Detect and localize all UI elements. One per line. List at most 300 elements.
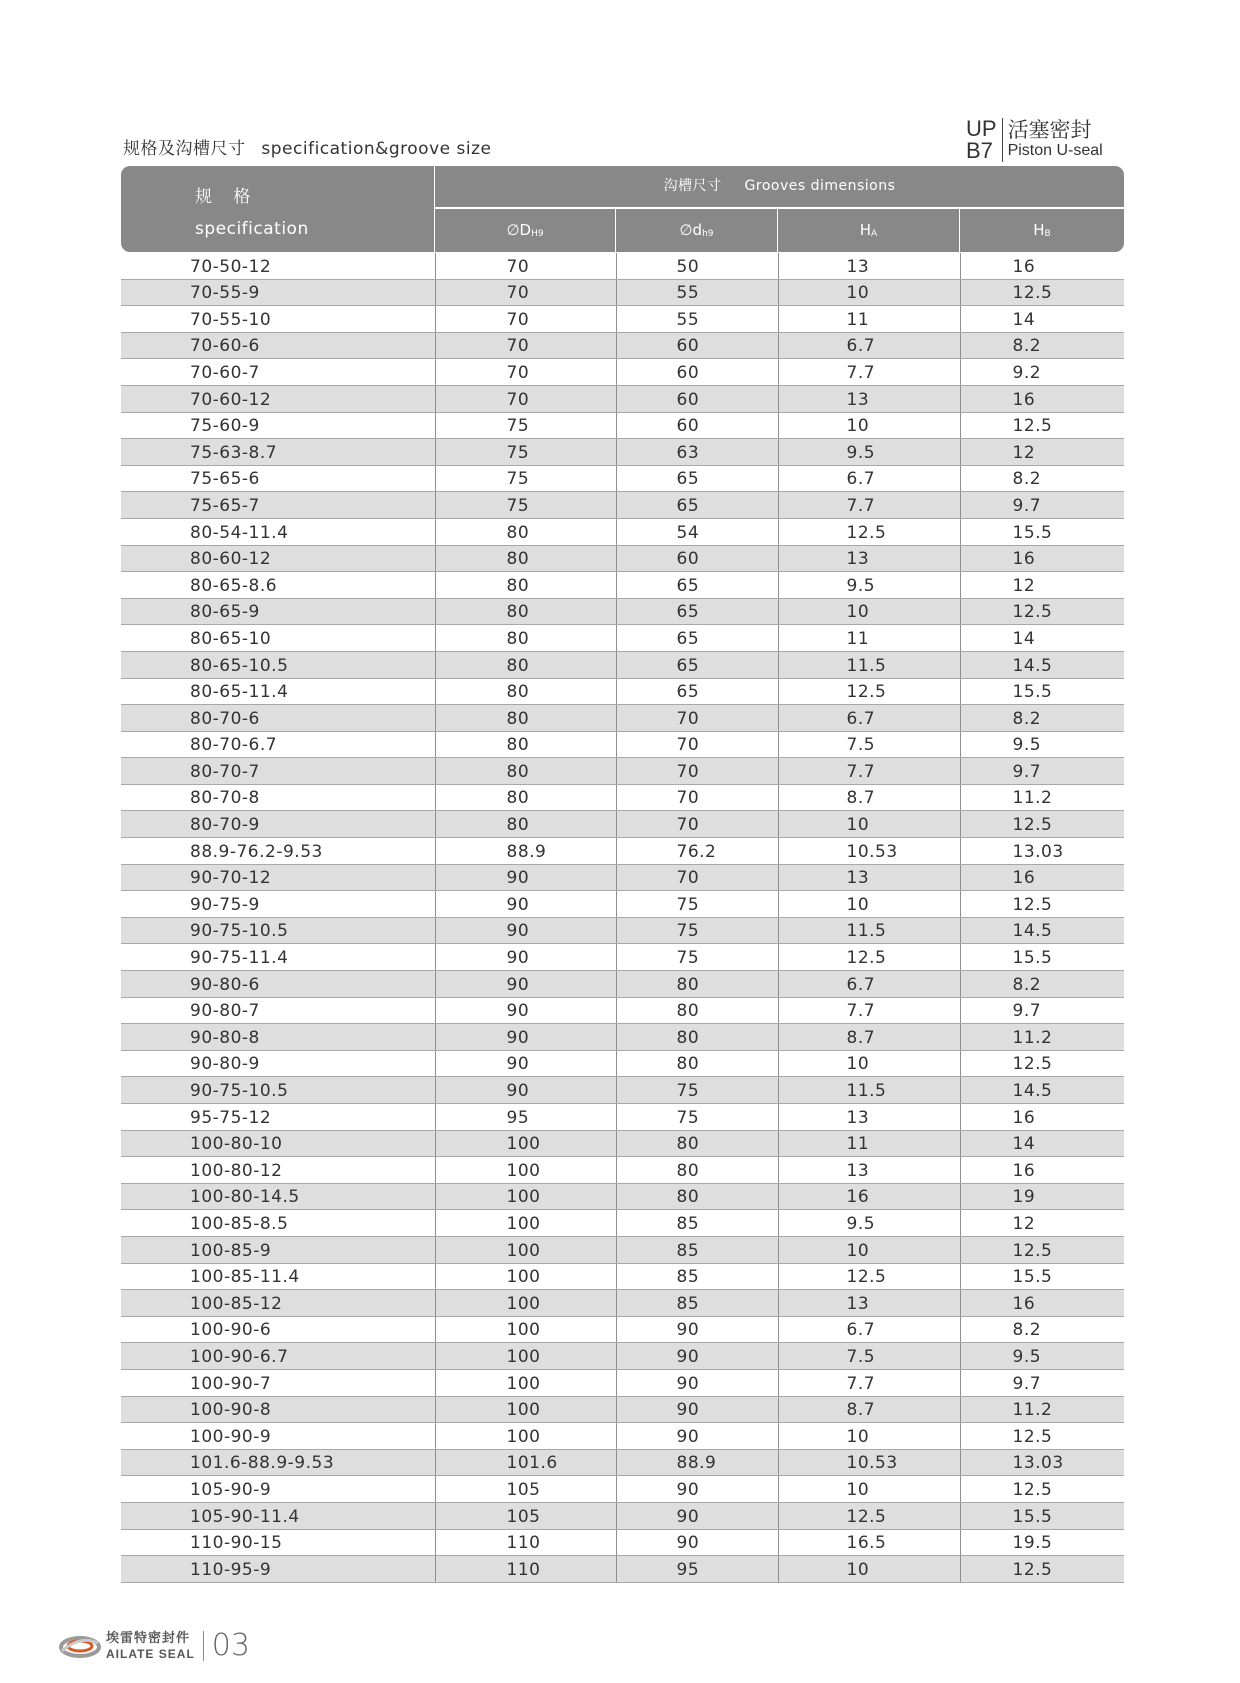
cell-d: 65 — [616, 678, 778, 705]
cell-spec: 100-85-12 — [121, 1290, 435, 1317]
cell-D: 75 — [435, 412, 616, 439]
table-row — [121, 864, 1124, 891]
cell-HA: 6.7 — [778, 465, 960, 492]
table-row — [121, 1024, 1124, 1051]
cell-d: 85 — [616, 1263, 778, 1290]
cell-HB: 16 — [960, 253, 1124, 279]
cell-spec: 70-55-10 — [121, 306, 435, 333]
cell-HB: 16 — [960, 385, 1124, 412]
table-row — [121, 1104, 1124, 1131]
cell-HA: 10 — [778, 1236, 960, 1263]
cell-spec: 80-70-9 — [121, 811, 435, 838]
cell-spec: 100-90-6.7 — [121, 1343, 435, 1370]
section-title-en: specification&groove size — [261, 139, 492, 159]
cell-spec: 110-95-9 — [121, 1556, 435, 1583]
product-code — [966, 118, 1003, 162]
cell-HA: 8.7 — [778, 784, 960, 811]
cell-d: 90 — [616, 1476, 778, 1503]
cell-spec: 90-75-10.5 — [121, 917, 435, 944]
cell-spec: 80-65-10.5 — [121, 651, 435, 678]
brand-name-cn: 埃雷特密封件 — [106, 1630, 191, 1646]
cell-HB: 12.5 — [960, 598, 1124, 625]
cell-spec: 100-90-6 — [121, 1316, 435, 1343]
table-row — [121, 678, 1124, 705]
table-row — [121, 1290, 1124, 1317]
cell-HA: 10.53 — [778, 1449, 960, 1476]
cell-D: 70 — [435, 306, 616, 333]
col-header-HA-sub: A — [871, 229, 878, 239]
col-header-D — [435, 208, 616, 252]
table-row — [121, 1449, 1124, 1476]
cell-HB: 14.5 — [960, 651, 1124, 678]
cell-spec: 70-55-9 — [121, 279, 435, 306]
cell-HA: 8.7 — [778, 1396, 960, 1423]
cell-HA: 11 — [778, 625, 960, 652]
cell-D: 101.6 — [435, 1449, 616, 1476]
cell-d: 90 — [616, 1369, 778, 1396]
table-row — [121, 1423, 1124, 1450]
cell-D: 100 — [435, 1396, 616, 1423]
col-header-d-sub: h9 — [702, 229, 714, 239]
cell-HA: 10 — [778, 1556, 960, 1583]
cell-D: 70 — [435, 385, 616, 412]
table-row — [121, 545, 1124, 572]
product-code-line1: UP — [966, 116, 997, 141]
table-row — [121, 1316, 1124, 1343]
table-row — [121, 439, 1124, 466]
cell-spec: 80-70-7 — [121, 758, 435, 785]
col-header-d — [616, 208, 778, 252]
section-title — [123, 134, 491, 159]
cell-HB: 15.5 — [960, 1502, 1124, 1529]
cell-HB: 16 — [960, 1157, 1124, 1184]
table-row — [121, 385, 1124, 412]
cell-HB: 9.7 — [960, 997, 1124, 1024]
cell-HB: 16 — [960, 1104, 1124, 1131]
cell-HB: 12.5 — [960, 1050, 1124, 1077]
cell-d: 60 — [616, 359, 778, 386]
cell-d: 70 — [616, 758, 778, 785]
table-row — [121, 279, 1124, 306]
table-row — [121, 1263, 1124, 1290]
table-row — [121, 572, 1124, 599]
product-names — [1003, 118, 1103, 162]
cell-spec: 75-65-7 — [121, 492, 435, 519]
cell-d: 80 — [616, 1024, 778, 1051]
table-row — [121, 518, 1124, 545]
cell-D: 90 — [435, 864, 616, 891]
cell-d: 55 — [616, 306, 778, 333]
cell-D: 80 — [435, 625, 616, 652]
cell-HA: 7.5 — [778, 731, 960, 758]
cell-HA: 10 — [778, 279, 960, 306]
cell-spec: 80-65-11.4 — [121, 678, 435, 705]
cell-HB: 14 — [960, 1130, 1124, 1157]
table-row — [121, 731, 1124, 758]
cell-spec: 100-90-8 — [121, 1396, 435, 1423]
cell-HA: 13 — [778, 1157, 960, 1184]
cell-HA: 7.7 — [778, 492, 960, 519]
cell-HB: 15.5 — [960, 944, 1124, 971]
cell-d: 65 — [616, 572, 778, 599]
table-row — [121, 971, 1124, 998]
cell-HB: 9.7 — [960, 492, 1124, 519]
cell-d: 88.9 — [616, 1449, 778, 1476]
table-body — [121, 253, 1124, 1583]
table-row — [121, 784, 1124, 811]
cell-HB: 9.5 — [960, 731, 1124, 758]
cell-spec: 90-70-12 — [121, 864, 435, 891]
cell-HA: 7.7 — [778, 1369, 960, 1396]
table-row — [121, 1236, 1124, 1263]
cell-spec: 105-90-11.4 — [121, 1502, 435, 1529]
cell-D: 105 — [435, 1476, 616, 1503]
cell-d: 80 — [616, 1157, 778, 1184]
cell-D: 110 — [435, 1529, 616, 1556]
cell-HA: 9.5 — [778, 1210, 960, 1237]
cell-HB: 16 — [960, 1290, 1124, 1317]
cell-spec: 70-60-7 — [121, 359, 435, 386]
cell-HA: 10 — [778, 1423, 960, 1450]
cell-HB: 19.5 — [960, 1529, 1124, 1556]
cell-HB: 11.2 — [960, 1396, 1124, 1423]
grooves-header-cn: 沟槽尺寸 — [663, 178, 722, 194]
cell-spec: 80-65-10 — [121, 625, 435, 652]
table-row — [121, 1130, 1124, 1157]
cell-spec: 75-60-9 — [121, 412, 435, 439]
cell-d: 65 — [616, 492, 778, 519]
cell-d: 85 — [616, 1290, 778, 1317]
table-row — [121, 1502, 1124, 1529]
cell-D: 70 — [435, 359, 616, 386]
cell-HA: 12.5 — [778, 518, 960, 545]
cell-HB: 14.5 — [960, 1077, 1124, 1104]
cell-d: 60 — [616, 545, 778, 572]
col-header-HA-label: H — [859, 221, 872, 239]
cell-D: 70 — [435, 253, 616, 279]
cell-D: 100 — [435, 1236, 616, 1263]
cell-HA: 10.53 — [778, 838, 960, 865]
table-row — [121, 1183, 1124, 1210]
cell-HB: 8.2 — [960, 971, 1124, 998]
cell-D: 80 — [435, 811, 616, 838]
footer — [58, 1628, 250, 1663]
cell-D: 80 — [435, 572, 616, 599]
cell-HB: 8.2 — [960, 465, 1124, 492]
cell-spec: 80-70-6 — [121, 705, 435, 732]
cell-d: 80 — [616, 997, 778, 1024]
cell-spec: 100-85-9 — [121, 1236, 435, 1263]
table-row — [121, 651, 1124, 678]
grooves-header-en: Grooves dimensions — [744, 178, 896, 194]
cell-D: 90 — [435, 891, 616, 918]
cell-D: 110 — [435, 1556, 616, 1583]
cell-HB: 9.7 — [960, 1369, 1124, 1396]
table-header — [121, 166, 1124, 252]
cell-d: 60 — [616, 332, 778, 359]
cell-HB: 14.5 — [960, 917, 1124, 944]
cell-HB: 12.5 — [960, 1556, 1124, 1583]
cell-d: 70 — [616, 731, 778, 758]
cell-HA: 11.5 — [778, 1077, 960, 1104]
cell-spec: 75-65-6 — [121, 465, 435, 492]
cell-HA: 11 — [778, 306, 960, 333]
cell-HA: 10 — [778, 891, 960, 918]
cell-spec: 100-80-14.5 — [121, 1183, 435, 1210]
cell-D: 100 — [435, 1263, 616, 1290]
cell-d: 60 — [616, 385, 778, 412]
table-row — [121, 1529, 1124, 1556]
cell-HB: 16 — [960, 545, 1124, 572]
cell-HA: 16 — [778, 1183, 960, 1210]
col-header-HB-sub: B — [1044, 229, 1051, 239]
cell-spec: 90-75-11.4 — [121, 944, 435, 971]
cell-spec: 110-90-15 — [121, 1529, 435, 1556]
table-row — [121, 359, 1124, 386]
cell-spec: 75-63-8.7 — [121, 439, 435, 466]
cell-d: 65 — [616, 598, 778, 625]
cell-d: 50 — [616, 253, 778, 279]
cell-D: 70 — [435, 279, 616, 306]
cell-HA: 13 — [778, 1104, 960, 1131]
cell-spec: 90-80-6 — [121, 971, 435, 998]
table-row — [121, 492, 1124, 519]
cell-d: 75 — [616, 891, 778, 918]
cell-d: 85 — [616, 1236, 778, 1263]
table-row — [121, 332, 1124, 359]
table-row — [121, 758, 1124, 785]
col-header-HB-label: H — [1033, 221, 1045, 239]
cell-HA: 12.5 — [778, 678, 960, 705]
spec-header-cn: 规 格 — [195, 187, 259, 207]
cell-d: 70 — [616, 811, 778, 838]
cell-HA: 7.5 — [778, 1343, 960, 1370]
cell-HA: 6.7 — [778, 971, 960, 998]
cell-D: 90 — [435, 971, 616, 998]
table-row — [121, 1210, 1124, 1237]
cell-D: 80 — [435, 758, 616, 785]
cell-d: 75 — [616, 944, 778, 971]
cell-HB: 8.2 — [960, 705, 1124, 732]
table-row — [121, 1077, 1124, 1104]
cell-HB: 14 — [960, 306, 1124, 333]
table-row — [121, 705, 1124, 732]
cell-HB: 12.5 — [960, 891, 1124, 918]
spec-header-en: specification — [195, 219, 309, 239]
cell-D: 100 — [435, 1183, 616, 1210]
cell-D: 80 — [435, 598, 616, 625]
cell-spec: 100-85-11.4 — [121, 1263, 435, 1290]
cell-HA: 13 — [778, 253, 960, 279]
cell-D: 75 — [435, 465, 616, 492]
cell-HA: 6.7 — [778, 705, 960, 732]
cell-spec: 105-90-9 — [121, 1476, 435, 1503]
table-row — [121, 1476, 1124, 1503]
cell-D: 100 — [435, 1423, 616, 1450]
cell-D: 90 — [435, 997, 616, 1024]
table-row — [121, 917, 1124, 944]
table-row — [121, 1369, 1124, 1396]
cell-d: 76.2 — [616, 838, 778, 865]
table-row — [121, 465, 1124, 492]
cell-spec: 70-50-12 — [121, 253, 435, 279]
table-row — [121, 838, 1124, 865]
cell-D: 100 — [435, 1157, 616, 1184]
cell-spec: 95-75-12 — [121, 1104, 435, 1131]
cell-D: 75 — [435, 492, 616, 519]
cell-HB: 12 — [960, 439, 1124, 466]
cell-HA: 12.5 — [778, 944, 960, 971]
cell-HA: 12.5 — [778, 1502, 960, 1529]
cell-HB: 12 — [960, 1210, 1124, 1237]
table-row — [121, 1396, 1124, 1423]
brand — [106, 1631, 204, 1661]
product-name-en: Piston U-seal — [1007, 142, 1103, 159]
cell-D: 100 — [435, 1316, 616, 1343]
cell-spec: 100-80-12 — [121, 1157, 435, 1184]
cell-HA: 7.7 — [778, 359, 960, 386]
cell-spec: 100-85-8.5 — [121, 1210, 435, 1237]
table-row — [121, 997, 1124, 1024]
cell-D: 100 — [435, 1343, 616, 1370]
cell-HB: 13.03 — [960, 1449, 1124, 1476]
cell-D: 100 — [435, 1369, 616, 1396]
cell-HA: 11 — [778, 1130, 960, 1157]
cell-HA: 9.5 — [778, 572, 960, 599]
cell-HB: 12.5 — [960, 1476, 1124, 1503]
cell-HB: 11.2 — [960, 784, 1124, 811]
product-name-cn: 活塞密封 — [1007, 118, 1092, 142]
cell-HA: 12.5 — [778, 1263, 960, 1290]
cell-d: 75 — [616, 1104, 778, 1131]
cell-HB: 14 — [960, 625, 1124, 652]
cell-D: 80 — [435, 518, 616, 545]
table-row — [121, 412, 1124, 439]
cell-d: 54 — [616, 518, 778, 545]
grooves-header — [435, 166, 1124, 207]
cell-D: 80 — [435, 731, 616, 758]
col-header-d-label: ∅d — [679, 221, 703, 239]
cell-d: 80 — [616, 1130, 778, 1157]
cell-spec: 90-80-9 — [121, 1050, 435, 1077]
table-row — [121, 891, 1124, 918]
cell-HB: 9.7 — [960, 758, 1124, 785]
cell-d: 85 — [616, 1210, 778, 1237]
cell-D: 90 — [435, 1024, 616, 1051]
table-row — [121, 253, 1124, 279]
cell-spec: 100-90-7 — [121, 1369, 435, 1396]
cell-HA: 10 — [778, 811, 960, 838]
cell-HB: 15.5 — [960, 678, 1124, 705]
cell-HB: 12.5 — [960, 412, 1124, 439]
cell-d: 75 — [616, 917, 778, 944]
cell-spec: 70-60-6 — [121, 332, 435, 359]
table-row — [121, 811, 1124, 838]
cell-HB: 16 — [960, 864, 1124, 891]
cell-D: 75 — [435, 439, 616, 466]
cell-HB: 12.5 — [960, 1423, 1124, 1450]
cell-D: 80 — [435, 705, 616, 732]
cell-D: 105 — [435, 1502, 616, 1529]
cell-d: 90 — [616, 1529, 778, 1556]
cell-HB: 9.2 — [960, 359, 1124, 386]
cell-d: 90 — [616, 1396, 778, 1423]
brand-name-en: AILATE SEAL — [106, 1646, 195, 1661]
cell-d: 90 — [616, 1502, 778, 1529]
cell-HB: 8.2 — [960, 332, 1124, 359]
cell-HB: 15.5 — [960, 518, 1124, 545]
cell-HB: 19 — [960, 1183, 1124, 1210]
cell-d: 90 — [616, 1423, 778, 1450]
cell-spec: 90-75-10.5 — [121, 1077, 435, 1104]
cell-d: 80 — [616, 1183, 778, 1210]
cell-D: 90 — [435, 944, 616, 971]
product-code-block — [966, 118, 1103, 162]
cell-HA: 9.5 — [778, 439, 960, 466]
cell-spec: 90-80-8 — [121, 1024, 435, 1051]
cell-HB: 13.03 — [960, 838, 1124, 865]
cell-D: 80 — [435, 651, 616, 678]
cell-D: 80 — [435, 784, 616, 811]
col-header-HB — [960, 208, 1124, 252]
col-header-HA — [778, 208, 960, 252]
cell-d: 65 — [616, 625, 778, 652]
cell-HB: 9.5 — [960, 1343, 1124, 1370]
cell-d: 80 — [616, 971, 778, 998]
cell-D: 88.9 — [435, 838, 616, 865]
cell-spec: 80-70-6.7 — [121, 731, 435, 758]
spec-header — [121, 166, 435, 252]
cell-d: 95 — [616, 1556, 778, 1583]
cell-d: 75 — [616, 1077, 778, 1104]
cell-spec: 101.6-88.9-9.53 — [121, 1449, 435, 1476]
cell-HA: 10 — [778, 1050, 960, 1077]
cell-D: 70 — [435, 332, 616, 359]
table-row — [121, 1157, 1124, 1184]
cell-d: 65 — [616, 651, 778, 678]
cell-d: 90 — [616, 1316, 778, 1343]
cell-d: 70 — [616, 705, 778, 732]
table-row — [121, 944, 1124, 971]
cell-HA: 11.5 — [778, 651, 960, 678]
table-row — [121, 625, 1124, 652]
cell-HB: 12.5 — [960, 811, 1124, 838]
cell-HA: 10 — [778, 598, 960, 625]
cell-spec: 80-60-12 — [121, 545, 435, 572]
cell-D: 100 — [435, 1290, 616, 1317]
cell-d: 60 — [616, 412, 778, 439]
cell-D: 100 — [435, 1210, 616, 1237]
product-code-line2: B7 — [966, 138, 993, 163]
cell-spec: 100-90-9 — [121, 1423, 435, 1450]
col-header-D-label: ∅D — [506, 221, 532, 239]
cell-HB: 12.5 — [960, 1236, 1124, 1263]
cell-HB: 12.5 — [960, 279, 1124, 306]
cell-HA: 6.7 — [778, 332, 960, 359]
col-header-D-sub: H9 — [531, 229, 544, 239]
cell-HA: 13 — [778, 1290, 960, 1317]
cell-D: 95 — [435, 1104, 616, 1131]
table-row — [121, 1556, 1124, 1583]
table-row — [121, 598, 1124, 625]
table-row — [121, 306, 1124, 333]
cell-HA: 13 — [778, 385, 960, 412]
cell-spec: 88.9-76.2-9.53 — [121, 838, 435, 865]
table-row — [121, 1343, 1124, 1370]
cell-HA: 13 — [778, 864, 960, 891]
cell-HB: 8.2 — [960, 1316, 1124, 1343]
cell-spec: 80-65-8.6 — [121, 572, 435, 599]
